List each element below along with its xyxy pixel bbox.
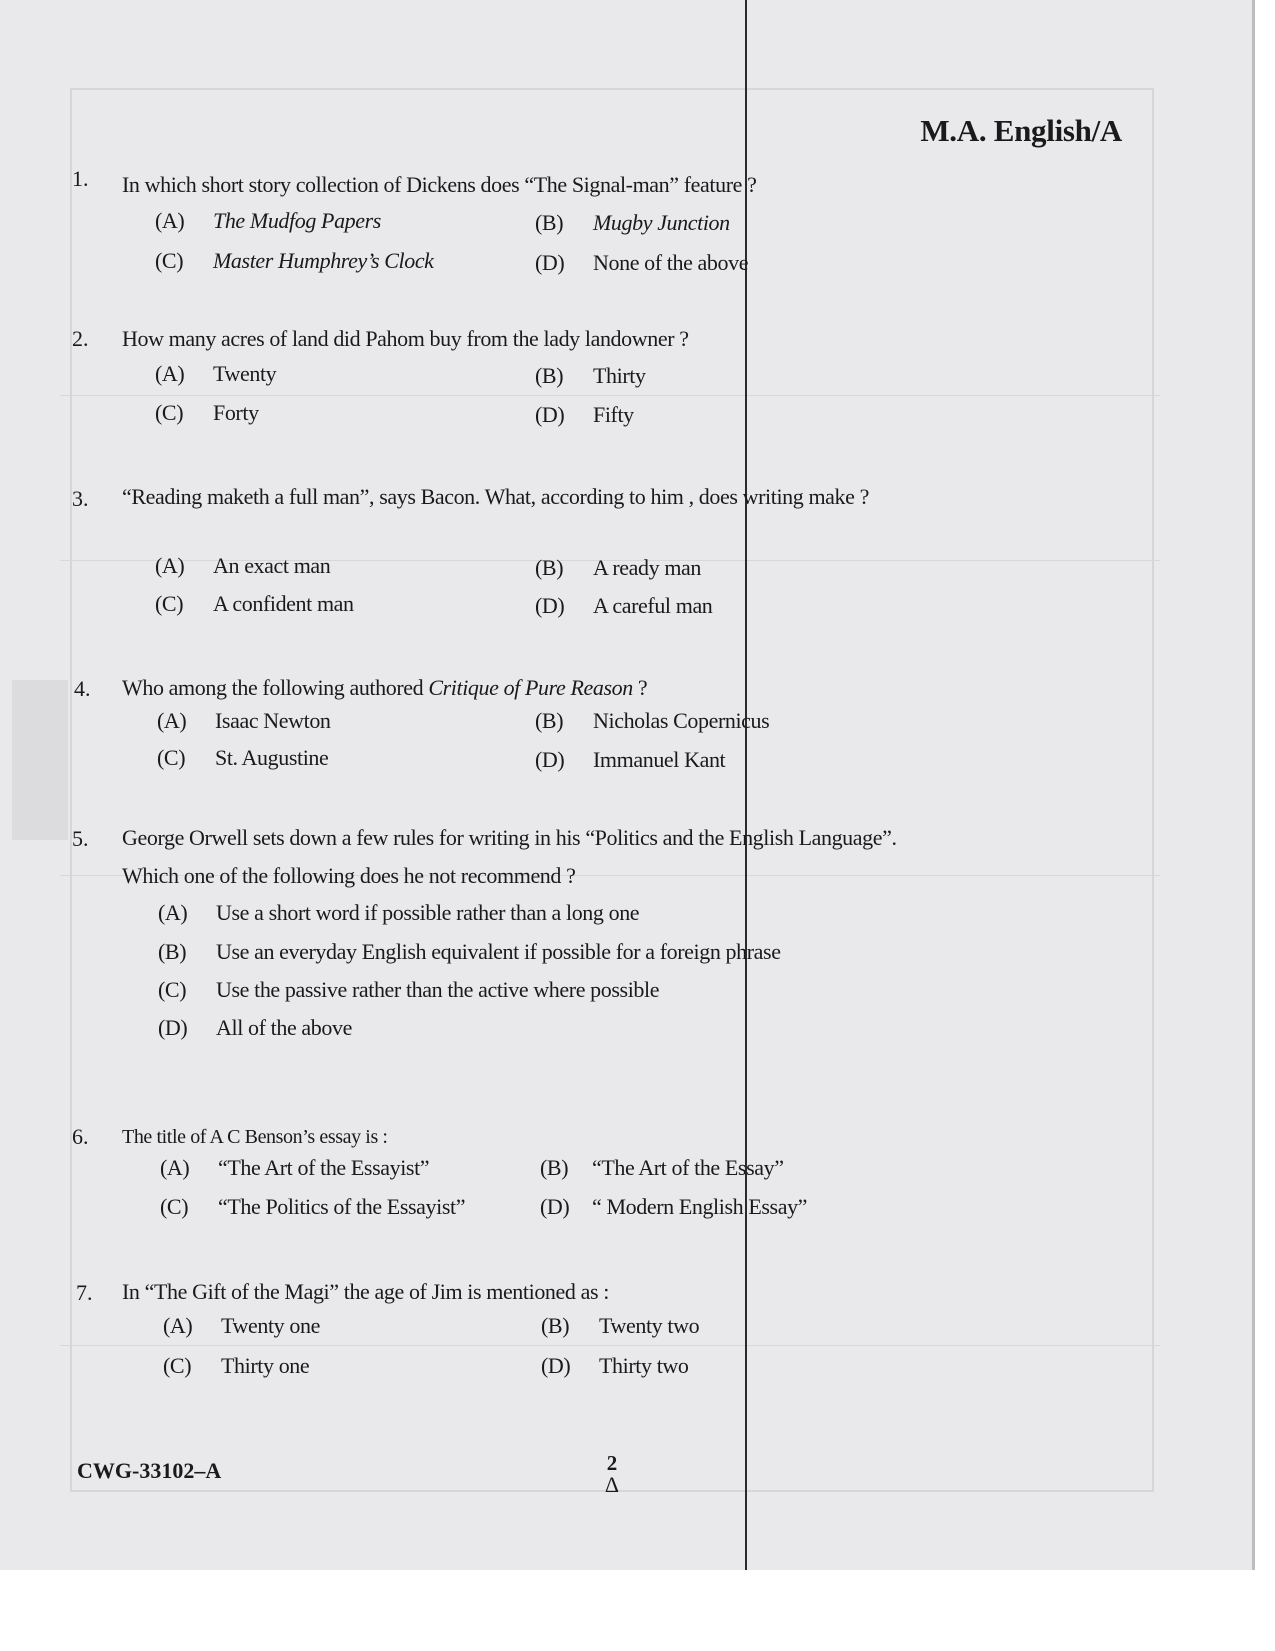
option-text: Master Humphrey’s Clock: [213, 248, 434, 273]
option-text: Use an everyday English equivalent if possible for a foreign phrase: [216, 939, 781, 964]
option-text: An exact man: [213, 553, 331, 578]
fold-line: [745, 0, 747, 1570]
option-label: (A): [155, 361, 185, 386]
option-label: (C): [158, 977, 187, 1002]
option-text: All of the above: [216, 1015, 352, 1040]
option-d: [535, 402, 634, 428]
option-label: (D): [535, 747, 565, 772]
option-c: [160, 1194, 465, 1220]
option-a: [163, 1313, 320, 1339]
option-label: (A): [155, 208, 185, 233]
triangle-mark-icon: Δ: [604, 1472, 620, 1497]
page-number-value: 2: [606, 1451, 618, 1475]
option-text: Thirty two: [599, 1353, 689, 1378]
option-b: [540, 1155, 784, 1181]
option-text: A ready man: [593, 555, 702, 580]
option-label: (B): [535, 555, 564, 580]
question-text: “Reading maketh a full man”, says Bacon. What, according to him , does writing make ?: [122, 484, 869, 509]
question-text: George Orwell sets down a few rules for writing in his “Politics and the English Language”. Which one of the following does he not recommend ?: [122, 825, 897, 888]
option-label: (D): [541, 1353, 571, 1378]
option-c: [163, 1353, 309, 1379]
option-c: [158, 977, 659, 1003]
option-a: [155, 553, 330, 579]
bleed-through-line: [60, 1345, 1160, 1346]
option-label: (C): [155, 400, 184, 425]
exam-title: M.A. English/A: [920, 113, 1122, 148]
option-a: [155, 208, 381, 234]
option-a: [157, 708, 331, 734]
page-number: [597, 1452, 627, 1496]
option-text: Forty: [213, 400, 259, 425]
paper-code: CWG-33102–A: [77, 1458, 222, 1483]
question-number: 1.: [72, 166, 89, 191]
option-label: (B): [535, 708, 564, 733]
option-d: [158, 1015, 352, 1041]
option-c: [155, 591, 354, 617]
option-label: (C): [155, 248, 184, 273]
option-b: [535, 363, 646, 389]
option-text: Fifty: [593, 402, 634, 427]
option-text: “The Art of the Essayist”: [218, 1155, 430, 1180]
option-label: (C): [157, 745, 186, 770]
option-text: Use the passive rather than the active where possible: [216, 977, 660, 1002]
option-a: [155, 361, 276, 387]
option-label: (B): [535, 363, 564, 388]
option-text: Immanuel Kant: [593, 747, 726, 772]
scan-shadow: [12, 680, 68, 840]
question-number: 5.: [72, 826, 89, 851]
question-number: 2.: [72, 326, 89, 351]
option-text: The Mudfog Papers: [213, 208, 381, 233]
option-b: [535, 708, 769, 734]
option-a: [158, 900, 639, 926]
bleed-through-line: [60, 395, 1160, 396]
option-label: (A): [157, 708, 187, 733]
option-label: (D): [158, 1015, 188, 1040]
option-text: A careful man: [593, 593, 713, 618]
question-text: The title of A C Benson’s essay is :: [122, 1126, 388, 1148]
option-text: A confident man: [213, 591, 354, 616]
option-d: [535, 593, 712, 619]
option-label: (B): [158, 939, 187, 964]
option-d: [535, 747, 725, 773]
question-text-end: ?: [632, 675, 648, 700]
question-number: 4.: [74, 676, 91, 701]
option-text: Twenty two: [599, 1313, 700, 1338]
question-text: [122, 669, 962, 707]
option-text: Nicholas Copernicus: [593, 708, 770, 733]
option-d: [541, 1353, 689, 1379]
option-label: (B): [540, 1155, 569, 1180]
option-text: “The Politics of the Essayist”: [218, 1194, 466, 1219]
book-title: Critique of Pure Reason: [428, 675, 633, 700]
option-d: [535, 250, 748, 276]
option-label: (D): [535, 593, 565, 618]
option-text: Twenty one: [221, 1313, 320, 1338]
option-label: (B): [541, 1313, 570, 1338]
option-label: (C): [155, 591, 184, 616]
option-b: [158, 939, 781, 965]
question-text: In “The Gift of the Magi” the age of Jim is mentioned as :: [122, 1279, 609, 1304]
option-text: Mugby Junction: [593, 210, 730, 235]
option-label: (B): [535, 210, 564, 235]
option-label: (A): [155, 553, 185, 578]
question-text: How many acres of land did Pahom buy from the lady landowner ?: [122, 326, 689, 351]
option-b: [535, 555, 701, 581]
option-text: Thirty: [593, 363, 646, 388]
question-number: 3.: [72, 486, 89, 511]
option-d: [540, 1194, 807, 1220]
option-b: [541, 1313, 699, 1339]
option-label: (C): [163, 1353, 192, 1378]
option-label: (A): [158, 900, 188, 925]
option-label: (A): [160, 1155, 190, 1180]
option-text: Isaac Newton: [215, 708, 331, 733]
option-text: None of the above: [593, 250, 749, 275]
option-text: Thirty one: [221, 1353, 310, 1378]
option-label: (C): [160, 1194, 189, 1219]
question-number: 6.: [72, 1124, 89, 1149]
option-text: “The Art of the Essay”: [592, 1155, 784, 1180]
option-a: [160, 1155, 429, 1181]
option-c: [157, 745, 328, 771]
option-text: Twenty: [213, 361, 277, 386]
option-text: Use a short word if possible rather than a long one: [216, 900, 640, 925]
option-label: (D): [535, 250, 565, 275]
option-label: (A): [163, 1313, 193, 1338]
question-text: In which short story collection of Dickens does “The Signal-man” feature ?: [122, 172, 757, 197]
option-b: [535, 210, 730, 236]
option-text: “ Modern English Essay”: [592, 1194, 808, 1219]
option-label: (D): [540, 1194, 570, 1219]
option-c: [155, 400, 259, 426]
option-c: [155, 248, 434, 274]
question-number: 7.: [76, 1280, 93, 1305]
question-text-start: Who among the following authored: [122, 675, 429, 700]
option-label: (D): [535, 402, 565, 427]
option-text: St. Augustine: [215, 745, 329, 770]
